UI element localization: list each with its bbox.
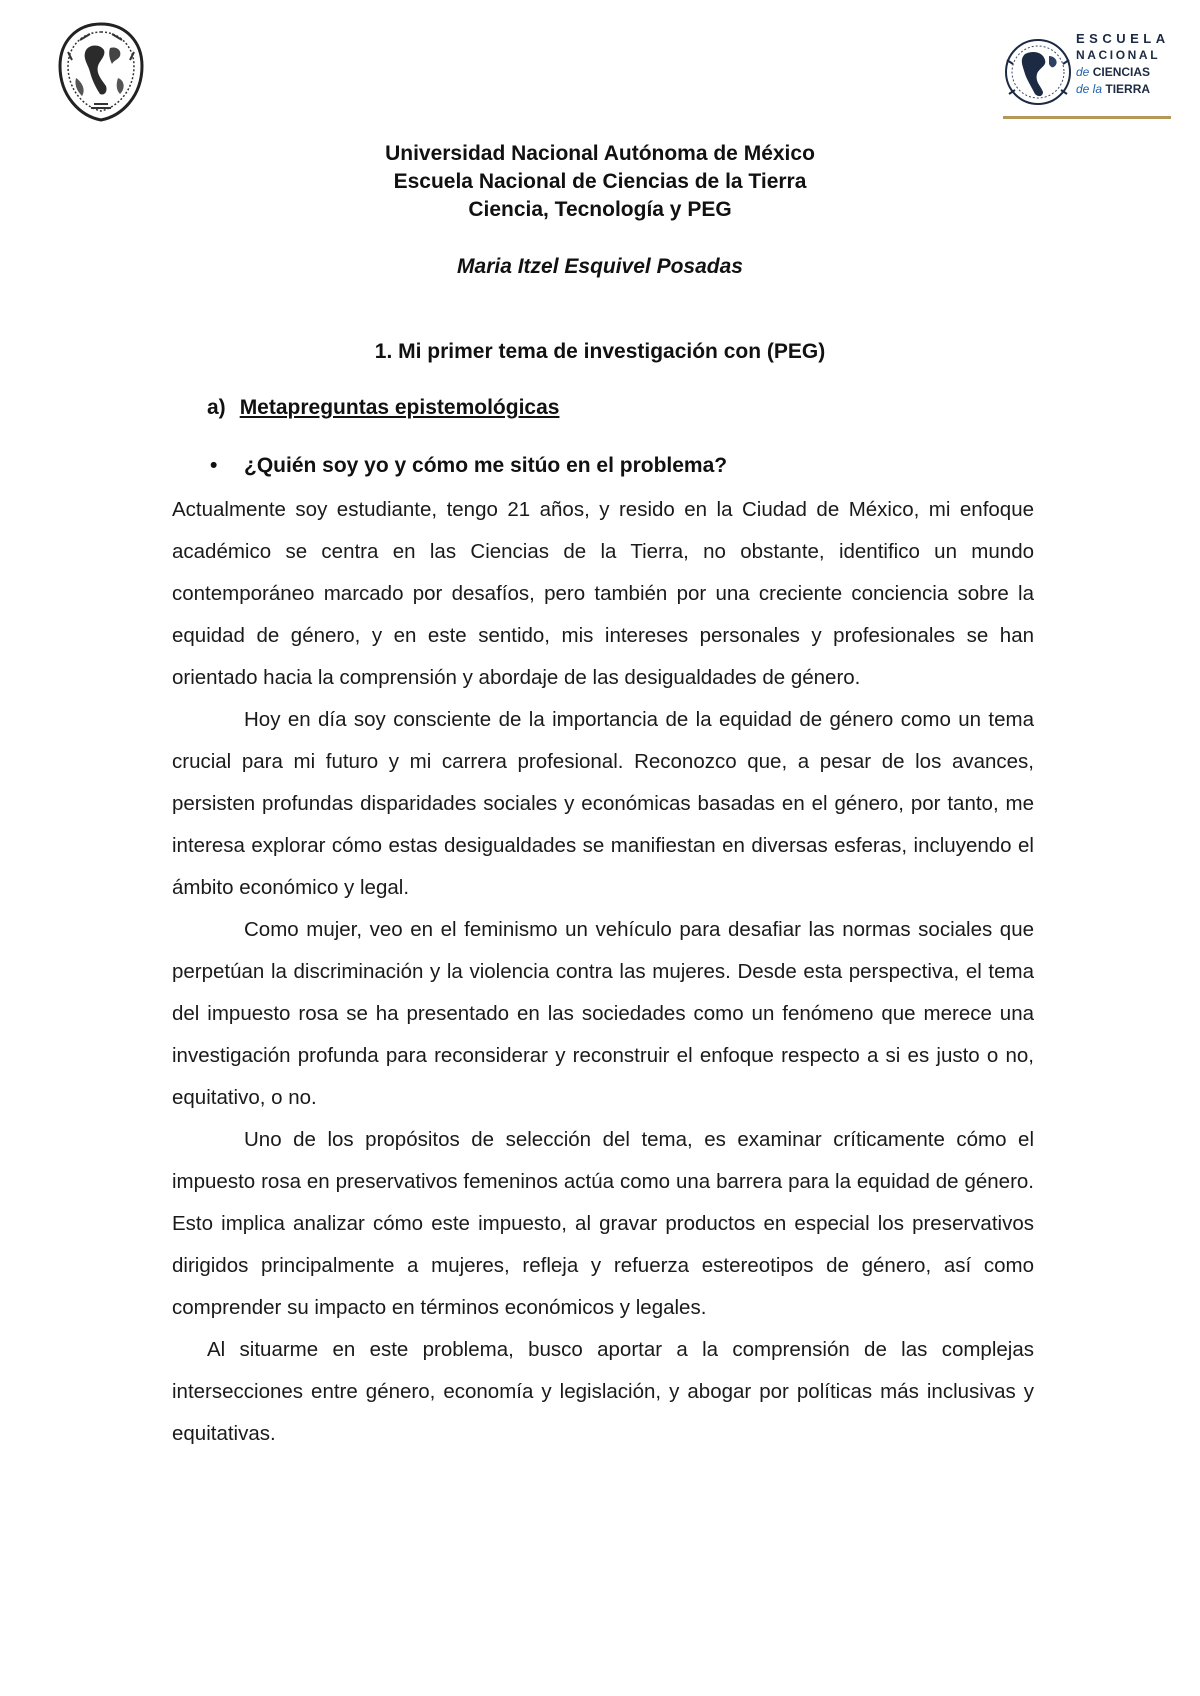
- subsection-heading: [207, 396, 559, 420]
- section-heading: 1. Mi primer tema de investigación con (PEG): [374, 340, 826, 363]
- paragraph-1: Actualmente soy estudiante, tengo 21 años, y resido en la Ciudad de México, mi enfoque académico se centra en las Ciencias de la Tierra, no obstante, identifico un mundo contemporáneo marcado por desafíos, pero también por una creciente conciencia sobre la equidad de género, y en este sentido, mis intereses personales y profesionales se han orientado hacia la comprensión y abordaje de las desigualdades de género.: [172, 498, 1034, 689]
- paragraph-5: Al situarme en este problema, busco aportar a la comprensión de las complejas intersecciones entre género, economía y legislación, y abogar por políticas más inclusivas y equitativas.: [172, 1338, 1034, 1445]
- encit-globe-icon: [1003, 34, 1073, 110]
- encit-line-3: de CIENCIAS: [1076, 65, 1151, 79]
- bullet-question: [210, 454, 727, 478]
- subsection-marker: a): [207, 396, 226, 419]
- author-name: Maria Itzel Esquivel Posadas: [457, 255, 743, 278]
- paragraph-3: Como mujer, veo en el feminismo un vehículo para desafiar las normas sociales que perpetúan la discriminación y la violencia contra las mujeres. Desde esta perspectiva, el tema del impuesto rosa se ha presentado en las sociedades como un fenómeno que merece una investigación profunda para reconsiderar y reconstruir el enfoque respecto a si es justo o no, equitativo, o no.: [172, 918, 1034, 1109]
- encit-wordmark: [1076, 30, 1171, 98]
- encit-underline: [1003, 116, 1171, 119]
- bullet-icon: •: [210, 454, 218, 477]
- paragraph-2: Hoy en día soy consciente de la importancia de la equidad de género como un tema crucial para mi futuro y mi carrera profesional. Reconozco que, a pesar de los avances, persisten profundas disparidades sociales y económicas basadas en el género, por tanto, me interesa explorar cómo estas desigualdades se manifiestan en diversas esferas, incluyendo el ámbito económico y legal.: [172, 708, 1034, 899]
- school-title: Escuela Nacional de Ciencias de la Tierra: [393, 170, 807, 193]
- encit-line-1: ESCUELA: [1076, 31, 1170, 46]
- course-title: Ciencia, Tecnología y PEG: [468, 198, 732, 221]
- encit-line-4: de la TIERRA: [1076, 82, 1151, 96]
- subsection-title: Metapreguntas epistemológicas: [239, 396, 560, 419]
- paragraph-4: Uno de los propósitos de selección del tema, es examinar críticamente cómo el impuesto rosa en preservativos femeninos actúa como una barrera para la equidad de género. Esto implica analizar cómo este impuesto, al gravar productos en especial los preservativos dirigidos principalmente a mujeres, refleja y refuerza estereotipos de género, así como comprender su impacto en términos económicos y legales.: [172, 1128, 1034, 1319]
- encit-logo: [1003, 26, 1171, 122]
- body-text: [172, 489, 1034, 1455]
- bullet-question-text: ¿Quién soy yo y cómo me sitúo en el problema?: [244, 454, 728, 477]
- university-title: Universidad Nacional Autónoma de México: [385, 142, 815, 165]
- encit-line-2: NACIONAL: [1076, 48, 1161, 62]
- unam-seal-icon: [56, 20, 146, 122]
